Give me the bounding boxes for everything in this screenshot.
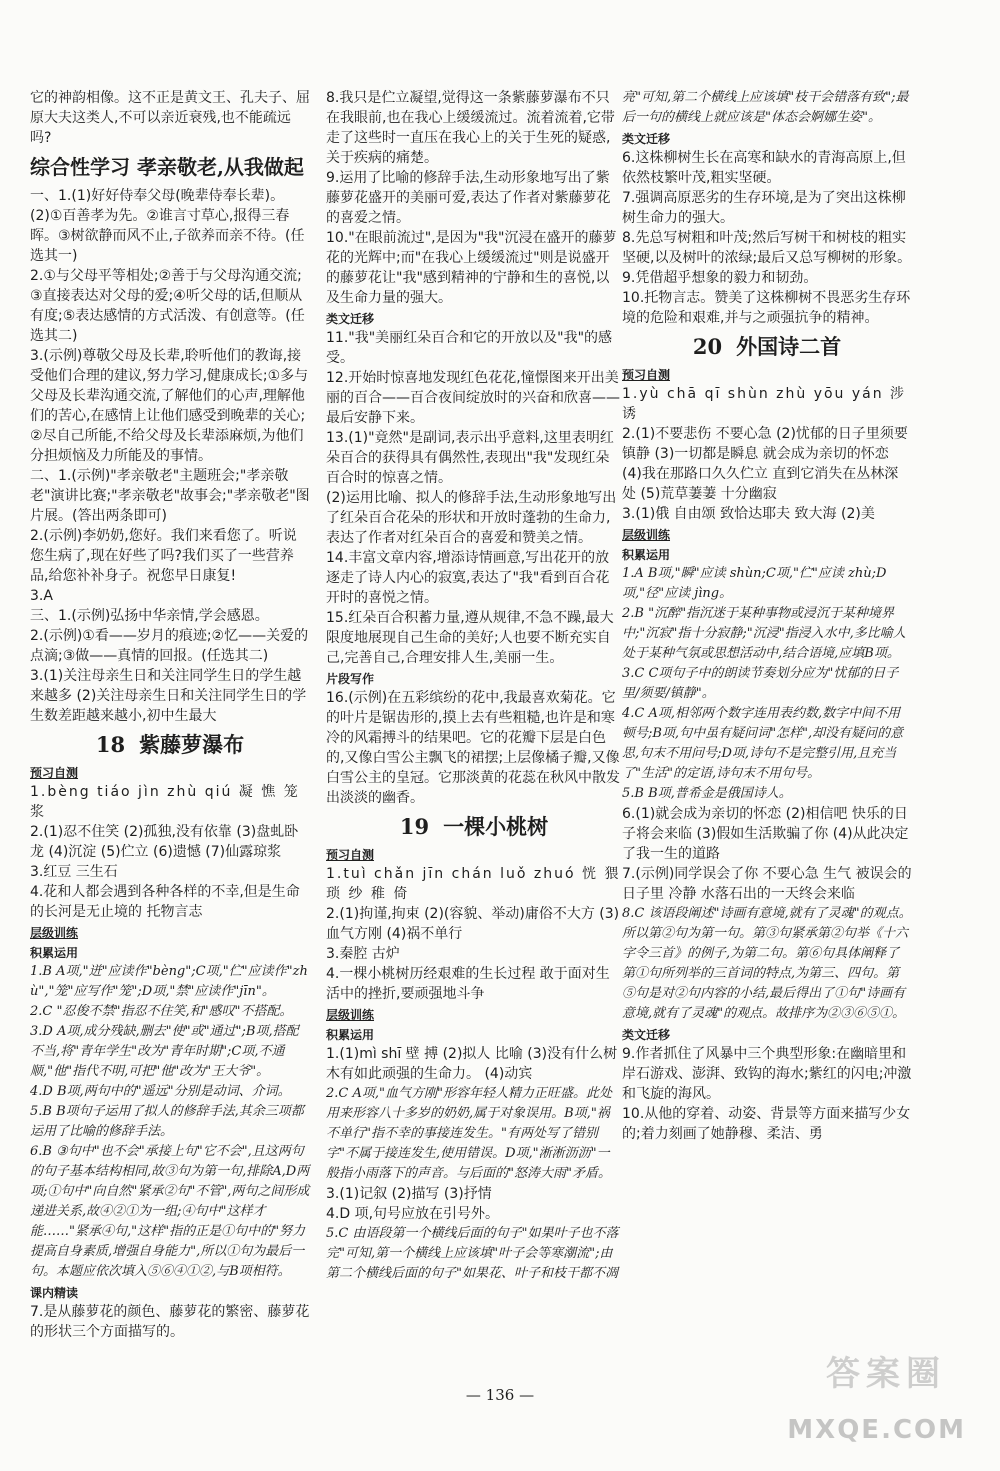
answer-line: 1.yù chā qī shùn zhù yōu yán 涉 诱 [622, 386, 907, 422]
answer-line: 11."我"美丽红朵百合和它的开放以及"我"的感受。 [326, 330, 613, 366]
section-label-transfer: 类文迁移 [622, 1028, 671, 1042]
answer-line: 二、1.(示例)"孝亲敬老"主题班会;"孝亲敬老"演讲比赛;"孝亲敬老"故事会;"孝亲敬老"图片展。(答出两条即可) [30, 468, 310, 524]
answer-line: 1.B A项,"迸"应读作"bèng";C项,"伫"应读作"zhù","笼"应写作"笼";D项,"禁"应读作"jīn"。 [30, 964, 308, 999]
answer-line: 8.先总写树粗和叶茂;然后写树干和树枝的粗实坚硬,以及树叶的浓绿;最后又总写柳树的形象。 [622, 230, 912, 266]
answer-line: 3.秦腔 古炉 [326, 946, 400, 962]
answer-line: 4.C A项,相邻两个数字连用表约数,数字中间不用顿号;B项,句中虽有疑问词"怎样",却没有疑问的意思,句末不用问号;D项,诗句不是完整引用,且充当了"生活"的定语,诗句末不用句号。 [622, 706, 904, 781]
column-2 [326, 88, 622, 1284]
answer-line: (2)运用比喻、拟人的修辞手法,生动形象地写出了红朵百合花朵的形状和开放时蓬勃的生命力,表达了作者对红朵百合的喜爱和赞美之情。 [326, 490, 617, 546]
answer-line: 3.红豆 三生石 [30, 864, 118, 880]
section-label-preview: 预习自测 [326, 848, 375, 862]
section-label-training: 层级训练 [30, 926, 79, 940]
watermark-chinese-text: 答案圈 [826, 1354, 946, 1394]
answer-line: 15.红朵百合积蓄力量,遵从规律,不急不躁,最大限度地展现自己生命的美好;人也要不断充实自己,完善自己,合理安排人生,美丽一生。 [326, 610, 614, 666]
answer-line: 13.(1)"竟然"是副词,表示出乎意料,这里表明红朵百合的获得具有偶然性,表现出"我"发现红朵百合时的惊喜之情。 [326, 430, 614, 486]
section-label-training: 层级训练 [622, 528, 671, 542]
answer-line: 2.C "忍俊不禁"指忍不住笑,和"感叹"不搭配。 [30, 1004, 293, 1019]
answer-line: 1.(1)mì shī 壁 搏 (2)拟人 比喻 (3)没有什么树木有如此顽强的生命力。 (4)动宾 [326, 1046, 618, 1082]
answer-line: 3.A [30, 588, 53, 604]
chapter-title: 一棵小桃树 [443, 814, 549, 839]
answer-line: 2.(1)拘谨,拘束 (2)(容貌、举动)庸俗不大方 (3)血气方刚 (4)祸不单行 [326, 906, 620, 942]
chapter-title: 外国诗二首 [736, 334, 842, 359]
answer-line: 1.A B项,"瞬"应读 shùn;C项,"伫"应读 zhù;D项,"径"应读 jìng。 [622, 566, 887, 601]
section-label-preview: 预习自测 [30, 766, 79, 780]
answer-line: 3.(1)关注母亲生日和关注同学生日的学生越来越多 (2)关注母亲生日和关注同学生日的学生数差距越来越小,初中生最大 [30, 668, 307, 724]
answer-line: 3.(示例)尊敬父母及长辈,聆听他们的教诲,接受他们合理的建议,努力学习,健康成长;①多与父母及长辈沟通交流,了解他们的心声,理解他们的苦心,在感情上让他们感受到晚辈的关心;②尽自己所能,不给父母及长辈添麻烦,为他们分担烦恼及力所能及的事情。 [30, 348, 309, 464]
answer-line: 5.B B项句子运用了拟人的修辞手法,其余三项都运用了比喻的修辞手法。 [30, 1104, 304, 1139]
section-label-writing: 片段写作 [326, 672, 375, 686]
chapter-title-comprehensive: 综合性学习 孝亲敬老,从我做起 [30, 155, 304, 179]
section-label-preview: 预习自测 [622, 368, 671, 382]
answer-line: 一、1.(1)好好侍奉父母(晚辈侍奉长辈)。 [30, 188, 285, 204]
answer-line: 3.(1)记叙 (2)描写 (3)抒情 [326, 1186, 492, 1202]
answer-line: 6.(1)就会成为亲切的怀恋 (2)相信吧 快乐的日子将会来临 (3)假如生活欺骗了你 (4)从此决定了我一生的道路 [622, 806, 909, 862]
section-label-close-reading: 课内精读 [30, 1286, 79, 1300]
answer-line: 4.花和人都会遇到各种各样的不幸,但是生命的长河是无止境的 托物言志 [30, 884, 300, 920]
chapter-heading-20 [622, 332, 912, 362]
answer-line: 4.D B项,两句中的"遥远"分别是动词、介词。 [30, 1084, 291, 1099]
chapter-number: 18 [95, 732, 126, 757]
answer-line: 12.开始时惊喜地发现红色花花,憧憬图来开出美丽的百合——百合夜间绽放时的兴奋和欣喜——最后安静下来。 [326, 370, 620, 426]
page-number: — 136 — [465, 1386, 535, 1404]
answer-line: 9.运用了比喻的修辞手法,生动形象地写出了紫藤萝花盛开的美丽可爱,表达了作者对紫藤萝花的喜爱之情。 [326, 170, 611, 226]
chapter-number: 20 [692, 334, 723, 359]
answer-line: 2.(示例)①看——岁月的痕迹;②忆——关爱的点滴;③做——真情的回报。(任选其二) [30, 628, 309, 664]
answer-line: 1.bèng tiáo jìn zhù qiú 凝 憔 笼 浆 [30, 784, 300, 820]
column-3 [622, 88, 912, 1144]
chapter-heading-19 [326, 812, 622, 842]
answer-line: 16.(示例)在五彩缤纷的花中,我最喜欢菊花。它的叶片是锯齿形的,摸上去有些粗糙,也许是和寒冷的风霜搏斗的结果吧。它的花瓣下层是白色的,又像白雪公主飘飞的裙摆;上层像橘子瓣,又像白雪公主的皇冠。它那淡黄的花蕊在秋风中散发出淡淡的幽香。 [326, 690, 620, 806]
answer-line: 7.强调高原恶劣的生存环境,是为了突出这株柳树生命力的强大。 [622, 190, 906, 226]
answer-line: 三、1.(示例)弘扬中华亲情,学会感恩。 [30, 608, 269, 624]
answer-line: 10.托物言志。赞美了这株柳树不畏恶劣生存环境的危险和艰难,并与之顽强抗争的精神。 [622, 290, 911, 326]
answer-line: 10."在眼前流过",是因为"我"沉浸在盛开的藤萝花的光辉中;而"在我心上缓缓流过"则是说盛开的藤萝花让"我"感到精神的宁静和生的喜悦,以及生命力量的强大。 [326, 230, 617, 306]
answer-line: 3.D A项,成分残缺,删去"使"或"通过";B项,搭配不当,将"青年学生"改为"青年时期";C项,不通顺,"他"指代不明,可把"他"改为"王大爷"。 [30, 1024, 299, 1079]
answer-line: 3.(1)俄 自由颂 致恰达耶夫 致大海 (2)美 [622, 506, 875, 522]
answer-line: 14.丰富文章内容,增添诗情画意,写出花开的放逐走了诗人内心的寂寞,表达了"我"看到百合花开时的喜悦之情。 [326, 550, 610, 606]
answer-line: 7.是从藤萝花的颜色、藤萝花的繁密、藤萝花的形状三个方面描写的。 [30, 1304, 310, 1340]
answer-line: 1.tuì chǎn jīn chán luǒ zhuó 恍 猥 琐 纱 稚 倚 [326, 866, 621, 902]
answer-line: 5.C 由语段第一个横线后面的句子"如果叶子也不落完"可知,第一个横线上应该填"叶子会等寒潮流";由第二个横线后面的句子"如果花、叶子和枝干都不凋 [326, 1226, 619, 1281]
answer-line: 9.作者抓住了风暴中三个典型形象:在幽暗里和岸石游戏、澎湃、致钩的海水;紫红的闪电;冲激和飞旋的海风。 [622, 1046, 912, 1102]
answer-line: 10.从他的穿着、动姿、背景等方面来描写少女的;着力刻画了她静穆、柔洁、勇 [622, 1106, 911, 1142]
chapter-number: 19 [399, 814, 430, 839]
answer-line: 6.这株柳树生长在高寒和缺水的青海高原上,但依然枝繁叶茂,粗实坚硬。 [622, 150, 906, 186]
answer-line: 亮"可知,第二个横线上应该填"枝干会错落有致";最后一句的横线上就应该是"体态会婀娜生姿"。 [622, 90, 909, 125]
answer-line: 4.D 项,句号应放在引号外。 [326, 1206, 500, 1222]
answer-list-comprehensive [30, 186, 310, 726]
answer-line: 2.(1)忍不住笑 (2)孤独,没有依靠 (3)盘虬卧龙 (4)沉淀 (5)伫立 (6)遗憾 (7)仙露琼浆 [30, 824, 299, 860]
watermark-url-text: MXQE.COM [787, 1415, 966, 1445]
answer-line: 6.B ③句中"也不会"承接上句"它不会",且这两句的句子基本结构相同,故③句为第一句,排除A,D两项;①句中"向自然"紧承②句"不管",两句之间形成递进关系,故④②①为一组;④句中"这样才能……"紧承④句,"这样"指的正是①句中的"努力提高自身素质,增强自身能力",所以①句为最后一句。本题应依次填入⑤⑥④①②,与B项相符。 [30, 1144, 310, 1279]
chapter-heading-18 [30, 730, 310, 760]
answer-line: 3.C C项句子中的朗读节奏划分应为"忧郁的日子里/须要/镇静"。 [622, 666, 899, 701]
answer-line: 2.①与父母平等相处;②善于与父母沟通交流;③直接表达对父母的爱;④听父母的话,但顺从有度;⑤表达感情的方式活泼、有创意等。(任选其二) [30, 268, 305, 344]
answer-line: 2.C A项,"血气方刚"形容年轻人精力正旺盛。此处用来形容八十多岁的奶奶,属于对象误用。B项,"祸不单行"指不幸的事接连发生。"有两处写了错别字"不属于接连发生,使用错误。D项,"淅淅沥沥"一般指小雨落下的声音。与后面的"怒涛大雨"矛盾。 [326, 1086, 612, 1181]
answer-line: 4.一棵小桃树历经艰难的生长过程 敢于面对生活中的挫折,要顽强地斗争 [326, 966, 610, 1002]
section-label-transfer: 类文迁移 [622, 132, 671, 146]
answer-line: 2.(1)不要悲伤 不要心急 (2)忧郁的日子里须要镇静 (3)一切都是瞬息 就会成为亲切的怀恋 (4)我在那路口久久伫立 直到它消失在丛林深处 (5)荒草萋萋 十分幽寂 [622, 426, 908, 502]
column-1 [30, 88, 310, 1342]
section-label-accumulation: 积累运用 [326, 1028, 375, 1042]
answer-line: 7.(示例)同学误会了你 不要心急 生气 被误会的日子里 冷静 水落石出的一天终会来临 [622, 866, 912, 902]
chapter-title: 紫藤萝瀑布 [139, 732, 245, 757]
section-label-training: 层级训练 [326, 1008, 375, 1022]
section-label-accumulation: 积累运用 [622, 548, 671, 562]
section-label-accumulation: 积累运用 [30, 946, 79, 960]
intro-paragraph: 它的神韵相像。这不正是黄文王、孔夫子、屈原大夫这类人,不可以亲近衰残,也不能疏远吗? [30, 90, 310, 146]
answer-line: 8.我只是伫立凝望,觉得这一条紫藤萝瀑布不只在我眼前,也在我心上缓缓流过。流着流着,它带走了这些时一直压在我心上的关于生死的疑惑,关于疾病的痛楚。 [326, 90, 615, 166]
answer-line: 2.B "沉醉"指沉迷于某种事物或浸沉于某种境界中;"沉寂"指十分寂静;"沉浸"指浸入水中,多比喻人处于某种气氛或思想活动中,结合语境,应填B项。 [622, 606, 906, 661]
answer-line: 9.凭借超乎想象的毅力和韧劲。 [622, 270, 818, 286]
answer-line: 2.(示例)李奶奶,您好。我们来看您了。听说您生病了,现在好些了吗?我们买了一些营养品,给您补补身子。祝您早日康复! [30, 528, 297, 584]
section-label-transfer: 类文迁移 [326, 312, 375, 326]
answer-line: (2)①百善孝为先。②谁言寸草心,报得三春晖。③树欲静而风不止,子欲养而亲不待。(任选其一) [30, 208, 305, 264]
answer-line: 8.C 该语段阐述"诗画有意境,就有了灵魂"的观点。所以第②句为第一句。第③句紧承第②句举《十六字令三首》的例子,为第二句。第⑥句具体阐释了第①句所列举的三首词的特点,为第三、四句。第⑤句是对②句内容的小结,最后得出了①句"诗画有意境,就有了灵魂"的观点。故排序为②③⑥⑤①。 [622, 906, 912, 1021]
watermark-logo [787, 1331, 986, 1451]
answer-line: 5.B B项,普希金是俄国诗人。 [622, 786, 792, 801]
